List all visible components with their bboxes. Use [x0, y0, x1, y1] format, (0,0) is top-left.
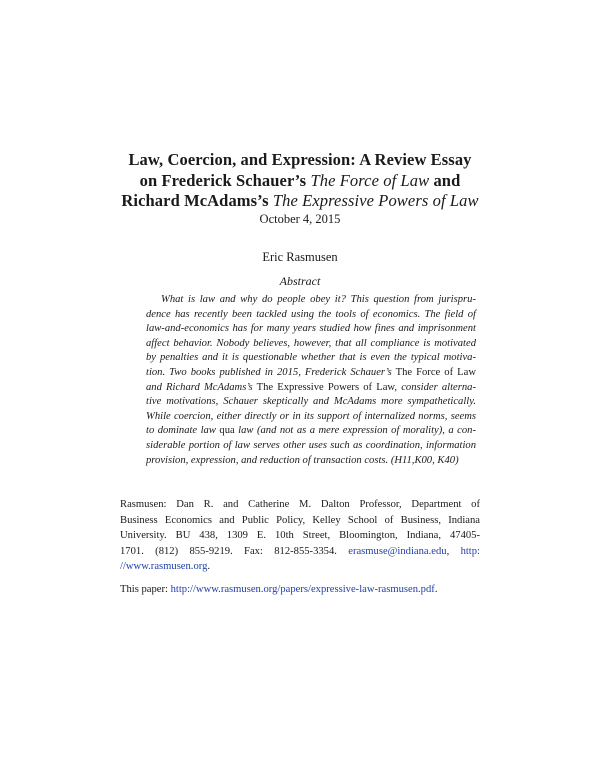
- title-line-1: Law, Coercion, and Expression: A Review Essay: [128, 150, 472, 169]
- website-link[interactable]: http:: [460, 545, 480, 557]
- affiliation-line: [120, 497, 480, 513]
- email-link[interactable]: erasmuse@indiana.edu: [348, 545, 447, 557]
- abstract-line: [146, 308, 476, 323]
- paper-title: [60, 150, 540, 212]
- abstract-text: law-and-economics has for many years studied how fines and imprisonment: [146, 323, 476, 335]
- affiliation-punct: ,: [446, 545, 461, 557]
- affiliation-text: Business Economics and Public Policy, Kelley School of Business, Indiana: [120, 514, 480, 526]
- affiliation-text: 1701. (812) 855-9219. Fax: 812-855-3354.: [120, 545, 349, 557]
- abstract-text: siderable portion of law serves other uses such as coordination, information: [146, 439, 476, 451]
- abstract-body: [146, 293, 476, 468]
- this-paper-tail: .: [434, 584, 438, 595]
- abstract-text: While coercion, either directly or in its support of internalized norms, seems: [146, 410, 476, 422]
- paper-author: Eric Rasmusen: [262, 250, 338, 264]
- paper-date: October 4, 2015: [259, 212, 341, 226]
- this-paper-line: [120, 582, 482, 597]
- title-line-2-prefix: on Frederick Schauer’s: [139, 170, 311, 190]
- abstract-text: provision, expression, and reduction of transaction costs. (H11,K00, K40): [146, 454, 459, 466]
- abstract-line: [146, 395, 476, 410]
- abstract-upright-text: The Expressive Powers of Law,: [252, 381, 398, 393]
- this-paper-link[interactable]: http://www.rasmusen.org/papers/expressive-law-rasmusen.pdf: [170, 584, 435, 595]
- website-link[interactable]: //www.rasmusen.org: [120, 561, 208, 573]
- affiliation-text: Rasmusen: Dan R. and Catherine M. Dalton Professor, Department of: [120, 499, 480, 510]
- abstract-text: to dominate law: [146, 425, 216, 437]
- author-affiliation: [120, 497, 480, 575]
- abstract-upright-text: qua: [215, 425, 235, 437]
- affiliation-line: [120, 559, 480, 575]
- abstract-text: tive motivations, Schauer skeptically and McAdams more sympathetically.: [146, 396, 476, 408]
- abstract-line: [146, 454, 476, 469]
- title-line-3-prefix: Richard McAdams’s: [121, 191, 273, 210]
- title-line-2-suffix: and: [429, 170, 461, 190]
- affiliation-line: [120, 544, 480, 560]
- book-title-mcadams: The Expressive Powers of Law: [272, 191, 479, 210]
- affiliation-line: [120, 528, 480, 544]
- affiliation-text: University. BU 438, 1309 E. 10th Street, Bloomington, Indiana, 47405-: [120, 530, 480, 542]
- abstract-text-tail: consider alterna-: [397, 381, 476, 393]
- book-title-schauer: The Force of Law: [310, 170, 430, 190]
- abstract-line: [146, 439, 476, 454]
- affiliation-punct: .: [207, 561, 211, 573]
- affiliation-line: [120, 513, 480, 529]
- abstract-line: [146, 351, 476, 366]
- abstract-line: [146, 322, 476, 337]
- abstract-text: affect behavior. Nobody believes, however, that all compliance is motivated: [146, 337, 476, 349]
- abstract-upright-text: The Force of Law: [391, 366, 476, 378]
- abstract-text: dence has recently been tackled using the tools of economics. The field of: [146, 308, 476, 320]
- abstract-text-tail: law (and not as a mere expression of morality), a con-: [234, 425, 476, 437]
- abstract-line: [146, 424, 476, 439]
- abstract-line: [146, 410, 476, 425]
- abstract-line: [146, 381, 476, 396]
- title-line-3: [60, 191, 540, 212]
- abstract-text: tion. Two books published in 2015, Frederick Schauer’s: [146, 366, 392, 378]
- abstract-line: [146, 293, 476, 308]
- abstract-line: [146, 337, 476, 352]
- abstract-line: [146, 366, 476, 381]
- abstract-text: by penalties and it is questionable whether that is even the typical motiva-: [146, 352, 476, 364]
- title-line-2: [60, 171, 540, 192]
- abstract-heading: Abstract: [279, 274, 321, 288]
- this-paper-label: This paper:: [120, 584, 171, 595]
- abstract-text: and Richard McAdams’s: [146, 381, 253, 393]
- abstract-text: What is law and why do people obey it? This question from jurispru-: [161, 294, 476, 305]
